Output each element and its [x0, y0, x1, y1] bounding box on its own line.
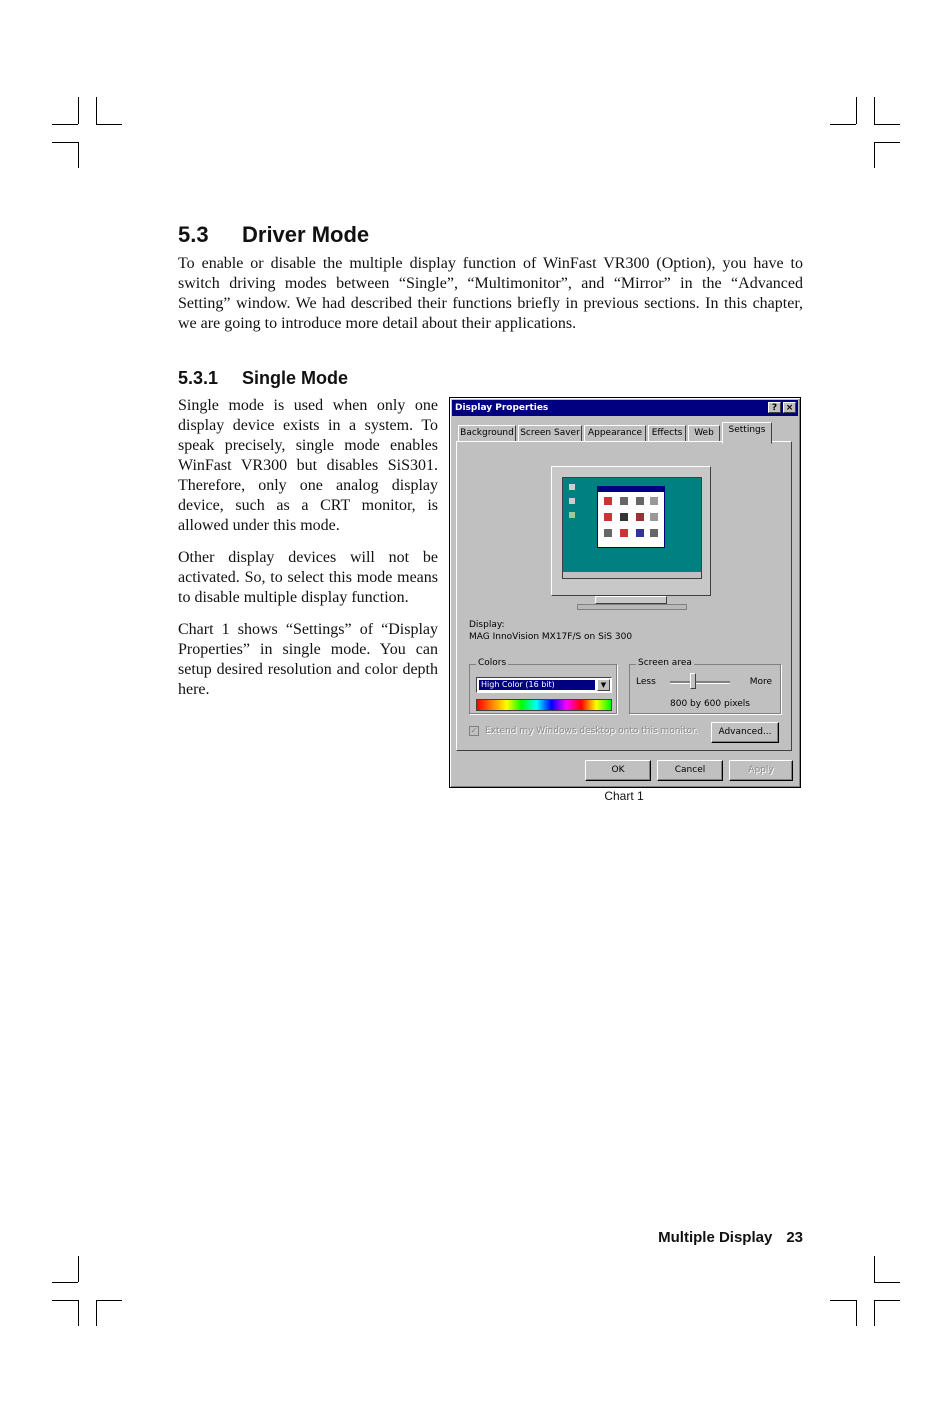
preview-taskbar: [563, 572, 701, 578]
crop-mark: [78, 1300, 79, 1326]
resolution-value: 800 by 600 pixels: [670, 699, 750, 709]
crop-mark: [52, 124, 78, 125]
help-button[interactable]: ?: [768, 402, 781, 413]
crop-mark: [874, 97, 875, 124]
advanced-button[interactable]: Advanced...: [711, 722, 779, 743]
display-label: Display:: [469, 620, 505, 630]
crop-mark: [52, 1282, 78, 1283]
dialog-titlebar: [452, 400, 798, 416]
resolution-slider-track[interactable]: [670, 681, 730, 684]
crop-mark: [78, 97, 79, 124]
control-panel-icon: [650, 497, 658, 505]
monitor-screen: [562, 477, 702, 579]
cancel-button[interactable]: Cancel: [657, 760, 723, 781]
control-panel-icon: [620, 513, 628, 521]
crop-mark: [874, 1300, 900, 1301]
extend-desktop-label: Extend my Windows desktop onto this monitor.: [485, 726, 698, 736]
crop-mark: [830, 1300, 856, 1301]
subsection-number: 5.3.1: [178, 368, 219, 388]
preview-window: [597, 486, 665, 548]
control-panel-icon: [604, 497, 612, 505]
control-panel-icon: [636, 513, 644, 521]
apply-button[interactable]: Apply: [729, 760, 793, 781]
crop-mark: [874, 1256, 875, 1282]
extend-desktop-checkbox[interactable]: ✓: [470, 726, 478, 735]
crop-mark: [96, 97, 97, 124]
colors-label: Colors: [478, 658, 507, 668]
control-panel-icon: [636, 529, 644, 537]
crop-mark: [874, 142, 875, 168]
settings-panel: [456, 441, 792, 751]
crop-mark: [874, 142, 900, 143]
screen-area-label: Screen area: [638, 658, 692, 668]
screen-area-group: [629, 658, 781, 714]
control-panel-icon: [650, 513, 658, 521]
tab-effects[interactable]: Effects: [648, 425, 686, 442]
display-value: MAG InnoVision MX17F/S on SiS 300: [469, 632, 633, 642]
close-button[interactable]: ×: [783, 402, 796, 413]
control-panel-icon: [620, 497, 628, 505]
page-footer: [658, 1229, 803, 1246]
control-panel-icon: [650, 529, 658, 537]
subsection-heading: [178, 368, 348, 389]
page-number: 23: [786, 1229, 803, 1246]
display-properties-dialog: [449, 397, 801, 788]
footer-title: Multiple Display: [658, 1229, 773, 1246]
crop-mark: [830, 124, 856, 125]
tab-settings[interactable]: Settings: [722, 422, 772, 444]
figure-caption: Chart 1: [604, 789, 644, 803]
control-panel-icon: [604, 513, 612, 521]
color-spectrum: [476, 699, 612, 711]
control-panel-icon: [636, 497, 644, 505]
monitor-preview: [551, 466, 711, 596]
monitor-base: [577, 604, 687, 610]
tab-background[interactable]: Background: [458, 425, 516, 442]
tab-screen-saver[interactable]: Screen Saver: [518, 425, 582, 442]
colors-select[interactable]: [476, 677, 612, 693]
desktop-icon: [569, 498, 575, 504]
monitor-stand: [595, 596, 667, 604]
body-paragraph: Single mode is used when only one display device exists in a system. To speak precisely, single mode enables WinFast VR300 but disables SiS301. Therefore, only one analog display device, such as a CRT monitor, is allowed under this mode.: [178, 397, 438, 534]
control-panel-icon: [620, 529, 628, 537]
crop-mark: [78, 142, 79, 168]
desktop-icon: [569, 512, 575, 518]
crop-mark: [96, 124, 122, 125]
less-label: Less: [636, 677, 656, 687]
preview-window-titlebar: [598, 487, 664, 492]
more-label: More: [749, 677, 772, 687]
tab-web[interactable]: Web: [688, 425, 720, 442]
crop-mark: [52, 142, 78, 143]
control-panel-icon: [604, 529, 612, 537]
crop-mark: [96, 1300, 122, 1301]
crop-mark: [874, 124, 900, 125]
section-heading: [178, 222, 369, 248]
body-paragraph: Chart 1 shows “Settings” of “Display Properties” in single mode. You can setup desired resolution and color depth here.: [178, 621, 438, 698]
crop-mark: [96, 1300, 97, 1326]
crop-mark: [874, 1282, 900, 1283]
resolution-slider-thumb[interactable]: [690, 673, 696, 689]
ok-button[interactable]: OK: [585, 760, 651, 781]
subsection-title: Single Mode: [242, 368, 349, 388]
colors-value: High Color (16 bit): [479, 680, 595, 690]
desktop-icon: [569, 484, 575, 490]
chevron-down-icon[interactable]: ▼: [597, 679, 610, 691]
section-number: 5.3: [178, 222, 209, 247]
crop-mark: [78, 1256, 79, 1282]
crop-mark: [856, 97, 857, 124]
dialog-title: Display Properties: [455, 403, 549, 413]
crop-mark: [856, 1300, 857, 1326]
section-title: Driver Mode: [242, 222, 370, 247]
intro-paragraph: To enable or disable the multiple display function of WinFast VR300 (Option), you have to switch driving modes between “Single”, “Multimonitor”, and “Mirror” in the “Advanced Setting” window. We had described their functions briefly in previous sections. In this chapter, we are going to introduce more detail about their applications.: [178, 255, 803, 332]
colors-group: [469, 658, 617, 714]
body-column: [178, 396, 438, 712]
crop-mark: [52, 1300, 78, 1301]
crop-mark: [874, 1300, 875, 1326]
body-paragraph: Other display devices will not be activated. So, to select this mode means to disable multiple display function.: [178, 549, 438, 606]
tab-appearance[interactable]: Appearance: [584, 425, 646, 442]
